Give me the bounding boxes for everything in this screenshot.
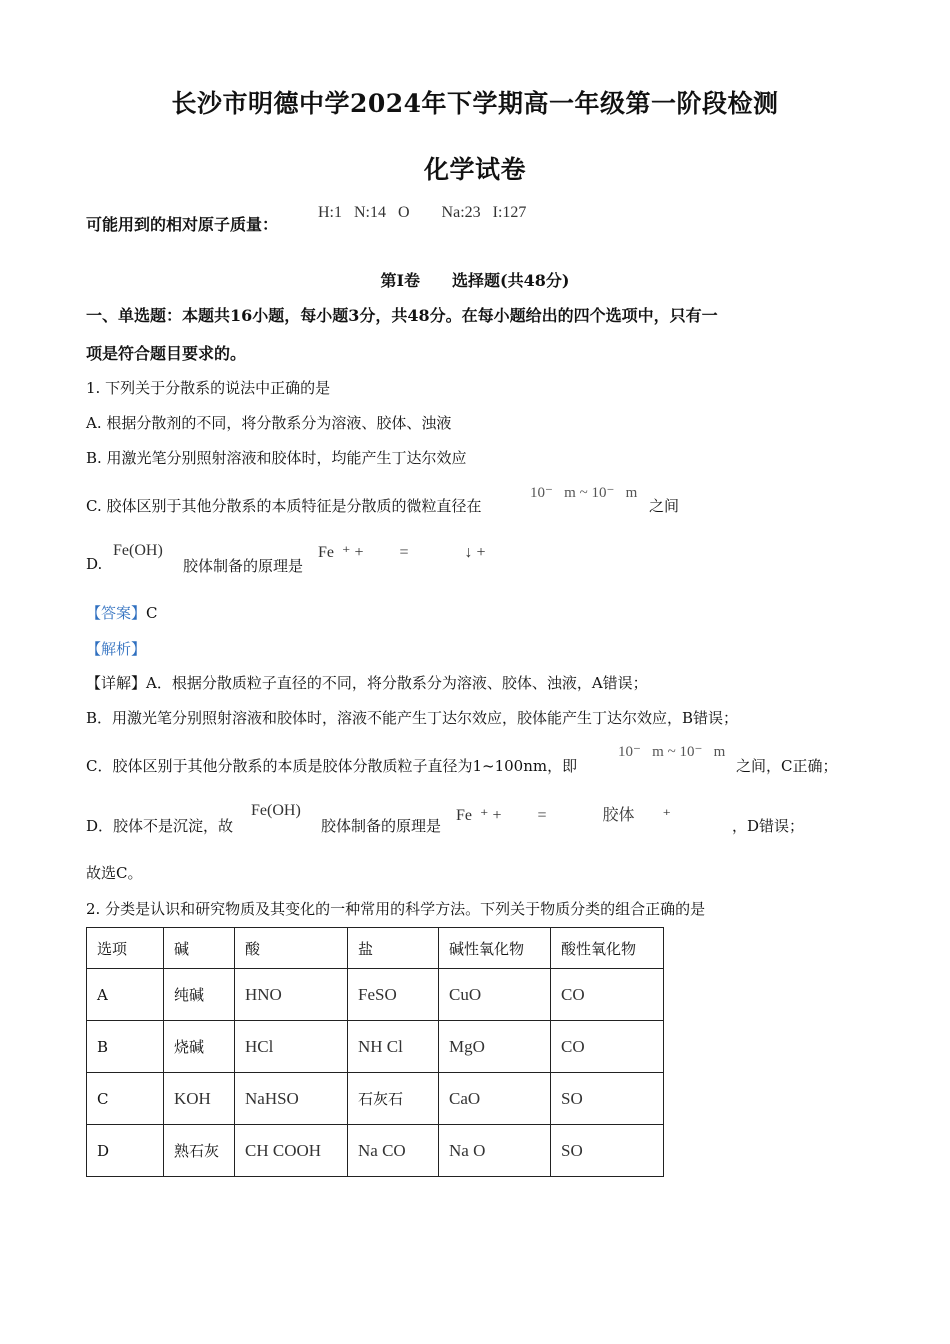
- q1-detail-c-formula: 10⁻ m ~ 10⁻ m: [618, 744, 726, 760]
- table-cell: SO: [551, 1073, 664, 1125]
- answer-value: C: [146, 604, 158, 622]
- detail-label: 【详解】: [86, 674, 147, 692]
- q1-option-d-formula2: Fe ⁺ + = ↓ +: [318, 544, 486, 561]
- q1-detail-d-mid: 胶体制备的原理是: [321, 817, 442, 835]
- q1-stem: 1. 下列关于分散系的说法中正确的是: [86, 379, 331, 397]
- q1-option-a: A. 根据分散剂的不同，将分散系分为溶液、胶体、浊液: [86, 414, 452, 432]
- table-cell: KOH: [164, 1073, 235, 1125]
- q1-detail-b: B．用激光笔分别照射溶液和胶体时，溶液不能产生丁达尔效应，胶体能产生丁达尔效应，B错误；: [86, 709, 739, 727]
- table-cell: 烧碱: [164, 1021, 235, 1073]
- table-row: [87, 969, 664, 1021]
- table-cell: HCl: [235, 1021, 348, 1073]
- table-header: 选项: [87, 928, 164, 969]
- section-instruction-line2: 项是符合题目要求的。: [86, 344, 247, 363]
- table-cell: CO: [551, 1021, 664, 1073]
- q1-detail-c-tail: 之间，C正确；: [736, 757, 838, 775]
- table-row: [87, 1021, 664, 1073]
- atomic-mass-values: H:1 N:14 O Na:23 I:127: [318, 204, 527, 221]
- table-row: [87, 1073, 664, 1125]
- table-cell: 石灰石: [348, 1073, 439, 1125]
- table-row: [87, 1125, 664, 1177]
- q1-detail-d-formula1: Fe(OH): [251, 802, 301, 819]
- table-cell: MgO: [439, 1021, 551, 1073]
- q1-option-b: B. 用激光笔分别照射溶液和胶体时，均能产生丁达尔效应: [86, 449, 467, 467]
- q1-option-c-tail: 之间: [649, 497, 680, 515]
- table-header: 碱: [164, 928, 235, 969]
- q1-option-c-formula: 10⁻ m ~ 10⁻ m: [530, 485, 638, 501]
- detail-a-text: A．根据分散质粒子直径的不同，将分散系分为溶液、胶体、浊液，A错误；: [146, 674, 648, 692]
- q1-option-c-text: C. 胶体区别于其他分散系的本质特征是分散质的微粒直径在: [86, 497, 482, 515]
- q1-detail-d-tail: ，D错误；: [732, 817, 805, 835]
- classification-table: [86, 927, 664, 1177]
- table-cell: FeSO: [348, 969, 439, 1021]
- table-cell: CH COOH: [235, 1125, 348, 1177]
- table-cell: NaHSO: [235, 1073, 348, 1125]
- table-cell: Na O: [439, 1125, 551, 1177]
- q1-detail-a: [86, 672, 648, 693]
- table-header: 盐: [348, 928, 439, 969]
- section-heading: 第I卷 选择题(共48分): [380, 271, 570, 290]
- table-cell: CaO: [439, 1073, 551, 1125]
- table-cell: 熟石灰: [164, 1125, 235, 1177]
- table-cell: D: [87, 1125, 164, 1177]
- table-cell: NH Cl: [348, 1021, 439, 1073]
- q1-detail-d-formula2: Fe ⁺ + = 胶体 ⁺: [456, 807, 671, 824]
- q2-stem: 2. 分类是认识和研究物质及其变化的一种常用的科学方法。下列关于物质分类的组合正确的是: [86, 900, 706, 918]
- atomic-mass-label: 可能用到的相对原子质量：: [86, 215, 279, 234]
- table-cell: Na CO: [348, 1125, 439, 1177]
- q1-option-d-text: 胶体制备的原理是: [183, 557, 304, 575]
- q1-option-d-prefix: D.: [86, 555, 103, 573]
- table-cell: CO: [551, 969, 664, 1021]
- q1-detail-c-text: C．胶体区别于其他分散系的本质是胶体分散质粒子直径为1~100nm，即: [86, 757, 578, 775]
- q1-detail-d-text: D．胶体不是沉淀，故: [86, 817, 234, 835]
- table-header: 碱性氧化物: [439, 928, 551, 969]
- q1-analysis-label: 【解析】: [86, 640, 147, 658]
- section-instruction-line1: 一、单选题：本题共16小题，每小题3分，共48分。在每小题给出的四个选项中，只有一: [86, 306, 718, 325]
- table-cell: CuO: [439, 969, 551, 1021]
- table-cell: B: [87, 1021, 164, 1073]
- table-header: 酸: [235, 928, 348, 969]
- table-header-row: [87, 928, 664, 969]
- exam-subject: 化学试卷: [423, 155, 526, 184]
- q1-answer: [86, 602, 158, 623]
- table-cell: HNO: [235, 969, 348, 1021]
- table-cell: 纯碱: [164, 969, 235, 1021]
- table-header: 酸性氧化物: [551, 928, 664, 969]
- q1-option-d-formula1: Fe(OH): [113, 542, 163, 559]
- table-cell: A: [87, 969, 164, 1021]
- answer-label: 【答案】: [86, 604, 147, 622]
- table-cell: C: [87, 1073, 164, 1125]
- q1-conclusion: 故选C。: [86, 864, 143, 882]
- exam-title: 长沙市明德中学2024年下学期高一年级第一阶段检测: [171, 89, 779, 118]
- table-cell: SO: [551, 1125, 664, 1177]
